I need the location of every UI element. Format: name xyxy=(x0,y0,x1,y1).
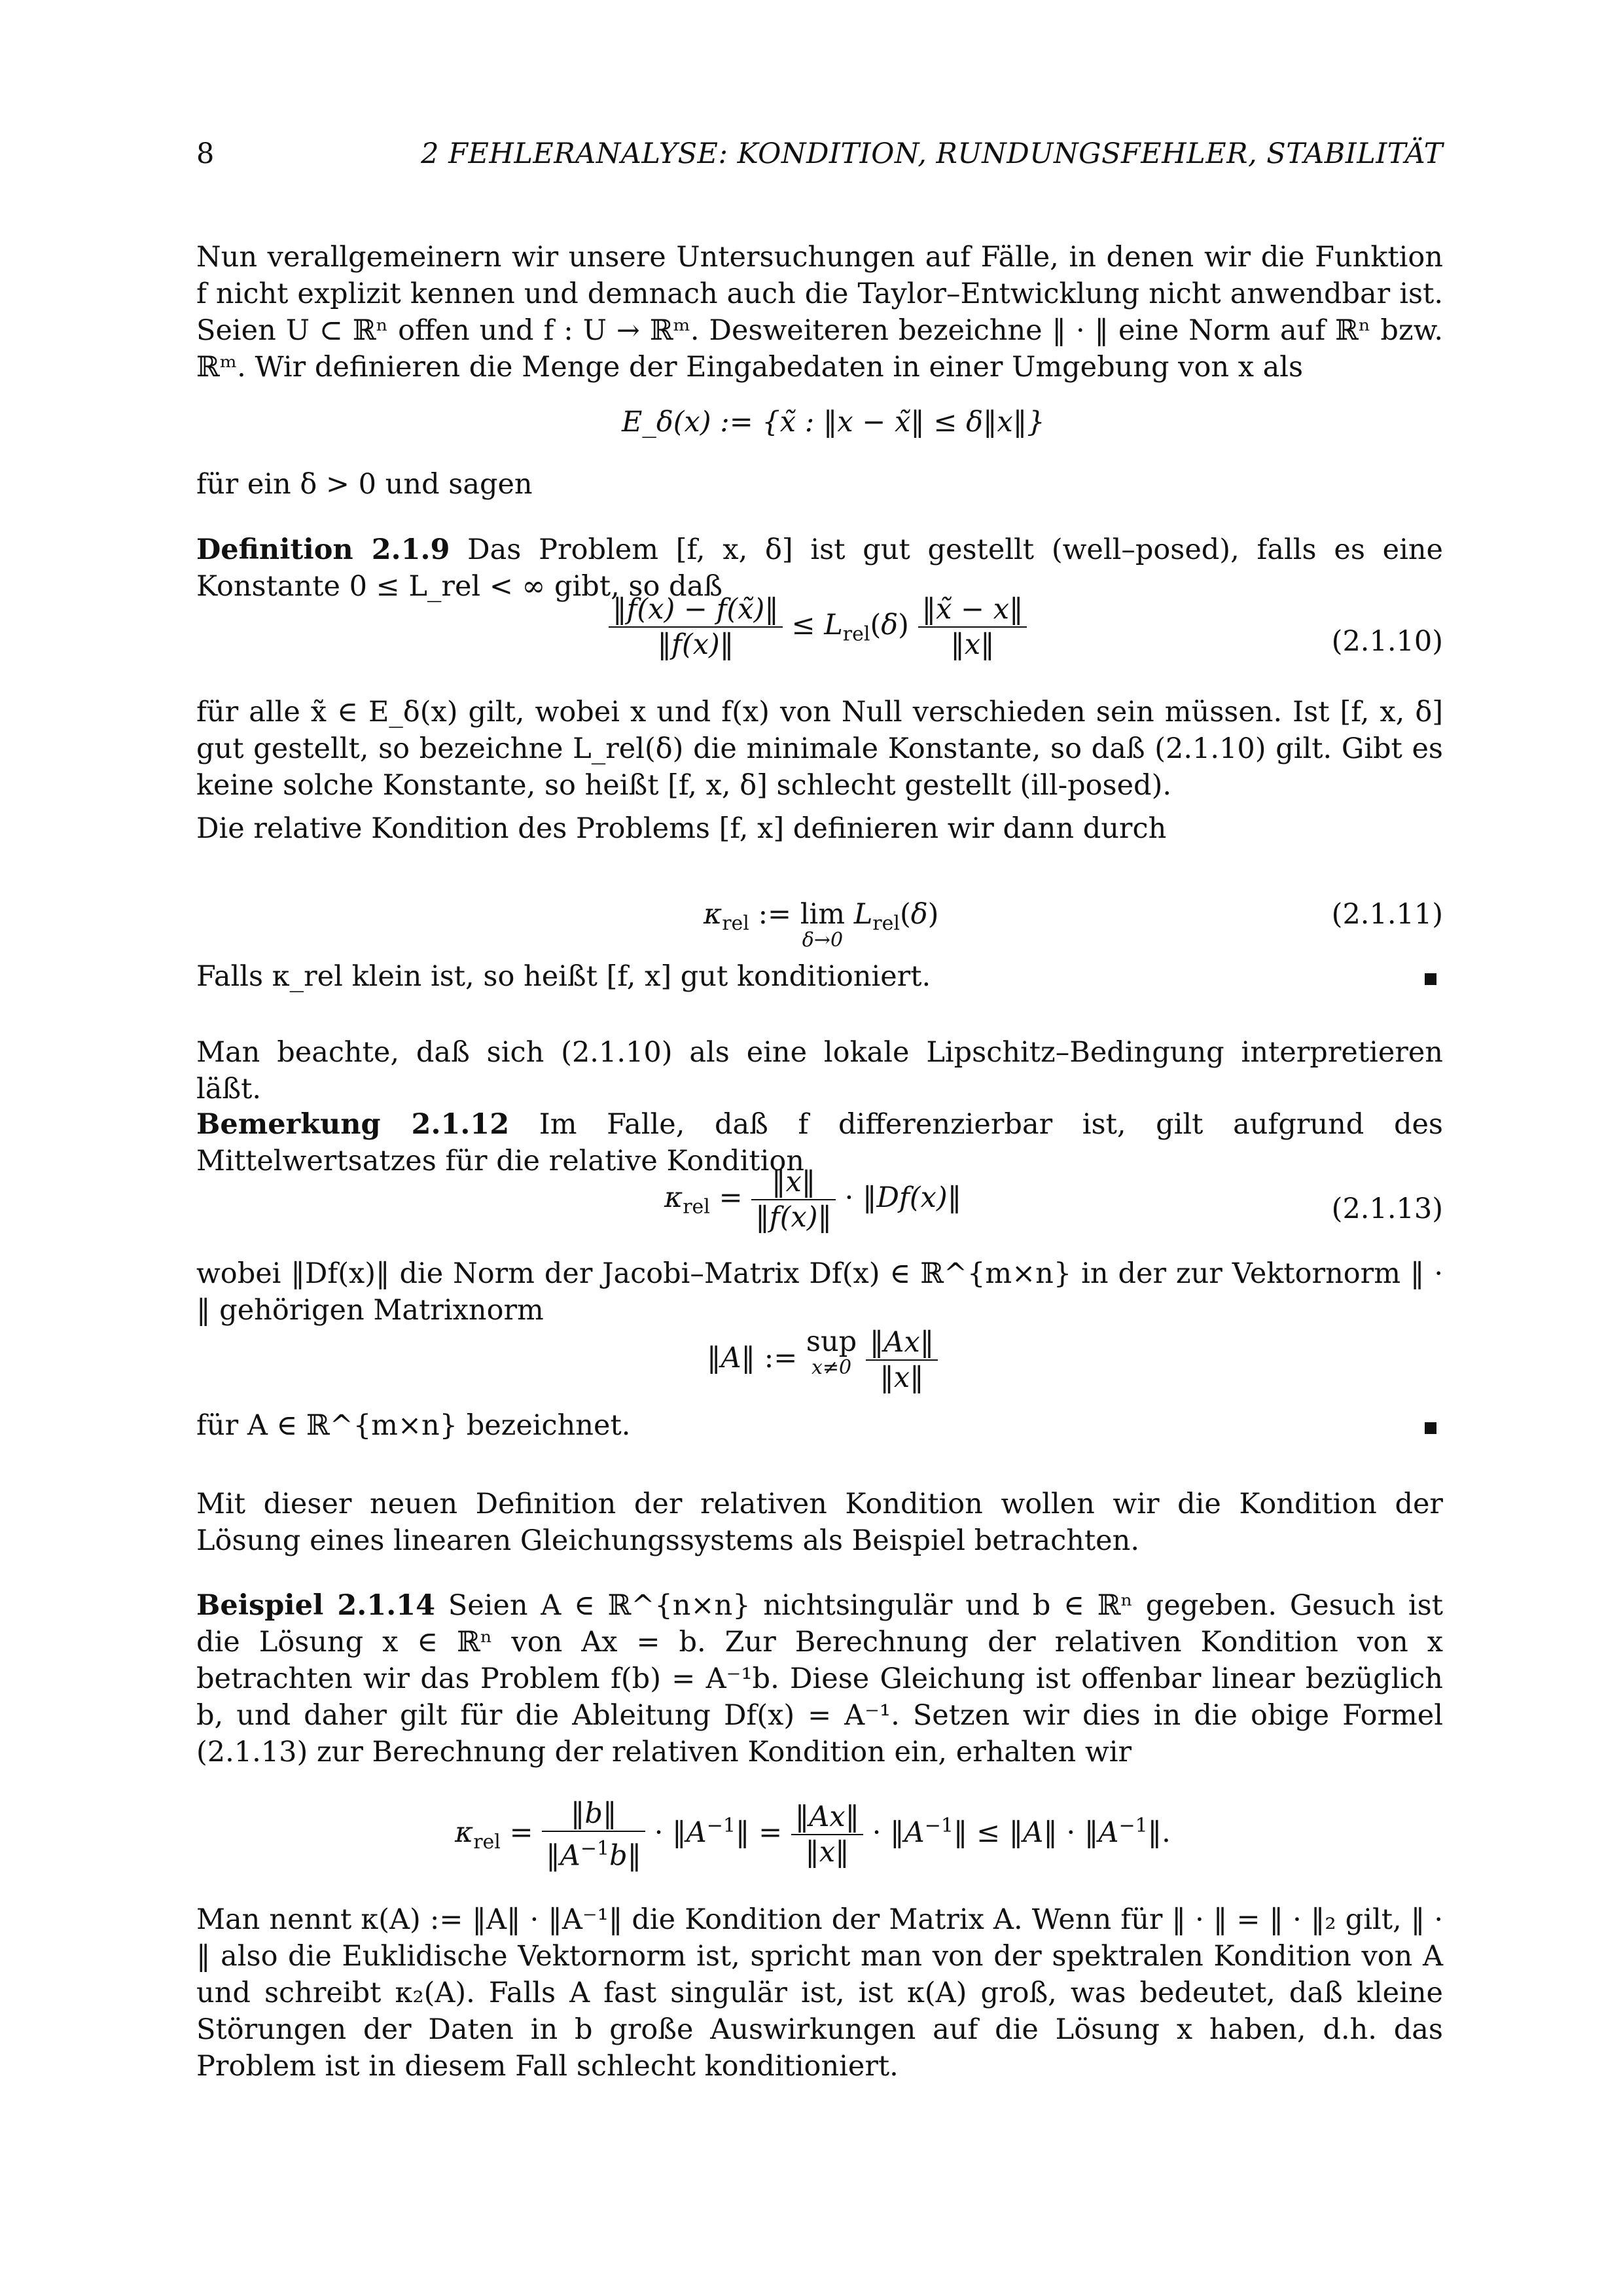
beispiel-text-1: Seien A ∈ ℝ^{n×n} nichtsingulär und b ∈ ℝⁿ gegeben. Gesuch ist die Lösung x ∈ ℝⁿ von Ax = b. Zur Berechnung der relativen Kondition von x betrachten wir das Problem f(b) = A⁻¹b. Diese Gleichung ist offenbar linear bezüglich b, und daher gilt für die Ableitung Df(x) = A⁻¹. Setzen wir dies in die obige Formel (2.1.13) zur Berechnung der relativen Kondition ein, erhalten wir xyxy=(196,1589,1444,1768)
bemerkung-label: Bemerkung 2.1.12 xyxy=(196,1108,510,1141)
definition-text-4: Falls κ_rel klein ist, so heißt [f, x] gut konditioniert. xyxy=(196,960,931,993)
equation-number-2-1-13: (2.1.13) xyxy=(1331,1193,1443,1225)
equation-number-2-1-10: (2.1.10) xyxy=(1331,625,1443,658)
chapter-title: 2 FEHLERANALYSE: KONDITION, RUNDUNGSFEHLER, STABILITÄT xyxy=(421,137,1443,170)
beispiel-2-1-14 xyxy=(196,1587,1443,1770)
equation-2-1-10: $\frac{‖f(x) - f(x̃)‖}{‖f(x)‖}$ ≤ $L_{rel}(\delta)$ $\frac{‖x̃ - x‖}{‖x‖}$ xyxy=(609,592,1027,662)
equation-number-2-1-11: (2.1.11) xyxy=(1331,898,1443,931)
bemerkung-text-2: wobei ‖Df(x)‖ die Norm der Jacobi–Matrix Df(x) ∈ ℝ^{m×n} in der zur Vektornorm ‖ · ‖ gehörigen Matrixnorm xyxy=(196,1257,1443,1327)
intro-after: für ein δ > 0 und sagen xyxy=(196,468,533,501)
definition-text-3: Die relative Kondition des Problems [f, x] definieren wir dann durch xyxy=(196,812,1167,845)
matrix-norm-formula: ‖A‖ := sup x≠0 $\frac{‖Ax‖}{‖x‖}$ xyxy=(707,1325,938,1395)
qed-square-2 xyxy=(1425,1422,1436,1434)
intro-formula: E_δ(x) := {x̃ : ‖x − x̃‖ ≤ δ‖x‖} xyxy=(622,406,1045,439)
page-number: 8 xyxy=(196,137,215,170)
kappa-rel-formula: $\kappa_{rel}$ = $\frac{‖b‖}{‖A^{-1}b‖}$ · $‖A^{-1}‖$ = $\frac{‖Ax‖}{‖x‖}$ · $‖A^{-1}‖$ ≤ ‖A‖ · $‖A^{-1}‖$. xyxy=(455,1797,1171,1873)
lipschitz-remark: Man beachte, daß sich (2.1.10) als eine lokale Lipschitz–Bedingung interpretieren läßt. xyxy=(196,1036,1443,1105)
equation-2-1-11: $\kappa_{rel}$ := lim δ→0 $L_{rel}(\delta)$ xyxy=(704,898,939,952)
bemerkung-text-3: für A ∈ ℝ^{m×n} bezeichnet. xyxy=(196,1409,631,1442)
definition-label: Definition 2.1.9 xyxy=(196,533,450,566)
definition-text-2: für alle x̃ ∈ E_δ(x) gilt, wobei x und f(x) von Null verschieden sein müssen. Ist [f, x, δ] gut gestellt, so bezeichne L_rel(δ) die minimale Konstante, so daß (2.1.10) gilt. Gibt es keine solche Konstante, so heißt [f, x, δ] schlecht gestellt (ill-posed). xyxy=(196,696,1443,802)
equation-2-1-13: $\kappa_{rel}$ = $\frac{‖x‖}{‖f(x)‖}$ · ‖Df(x)‖ xyxy=(664,1166,962,1234)
beispiel-text-2: Man nennt κ(A) := ‖A‖ · ‖A⁻¹‖ die Kondition der Matrix A. Wenn für ‖ · ‖ = ‖ · ‖₂ gilt, ‖ · ‖ also die Euklidische Vektornorm ist, spricht man von der spektralen Kondition von A und schreibt κ₂(A). Falls A fast singulär ist, ist κ(A) groß, was bedeutet, daß kleine Störungen der Daten in b große Auswirkungen auf die Lösung x haben, d.h. das Problem ist in diesem Fall schlecht konditioniert. xyxy=(196,1903,1443,2083)
beispiel-label: Beispiel 2.1.14 xyxy=(196,1589,436,1622)
bemerkung-text-1: Im Falle, daß f differenzierbar ist, gilt aufgrund des Mittelwertsatzes für die relative Kondition xyxy=(196,1108,1443,1177)
intro-paragraph: Nun verallgemeinern wir unsere Untersuchungen auf Fälle, in denen wir die Funktion f nicht explizit kennen und demnach auch die Taylor–Entwicklung nicht anwendbar ist. Seien U ⊂ ℝⁿ offen und f : U → ℝᵐ. Desweiteren bezeichne ‖ · ‖ eine Norm auf ℝⁿ bzw. ℝᵐ. Wir definieren die Menge der Eingabedaten in einer Umgebung von x als xyxy=(196,241,1443,384)
qed-square xyxy=(1425,973,1436,985)
definition-text-1: Das Problem [f, x, δ] ist gut gestellt (well–posed), falls es eine Konstante 0 ≤ L_rel < ∞ gibt, so daß xyxy=(196,533,1443,603)
transition-paragraph: Mit dieser neuen Definition der relativen Kondition wollen wir die Kondition der Lösung eines linearen Gleichungssystems als Beispiel betrachten. xyxy=(196,1488,1443,1557)
